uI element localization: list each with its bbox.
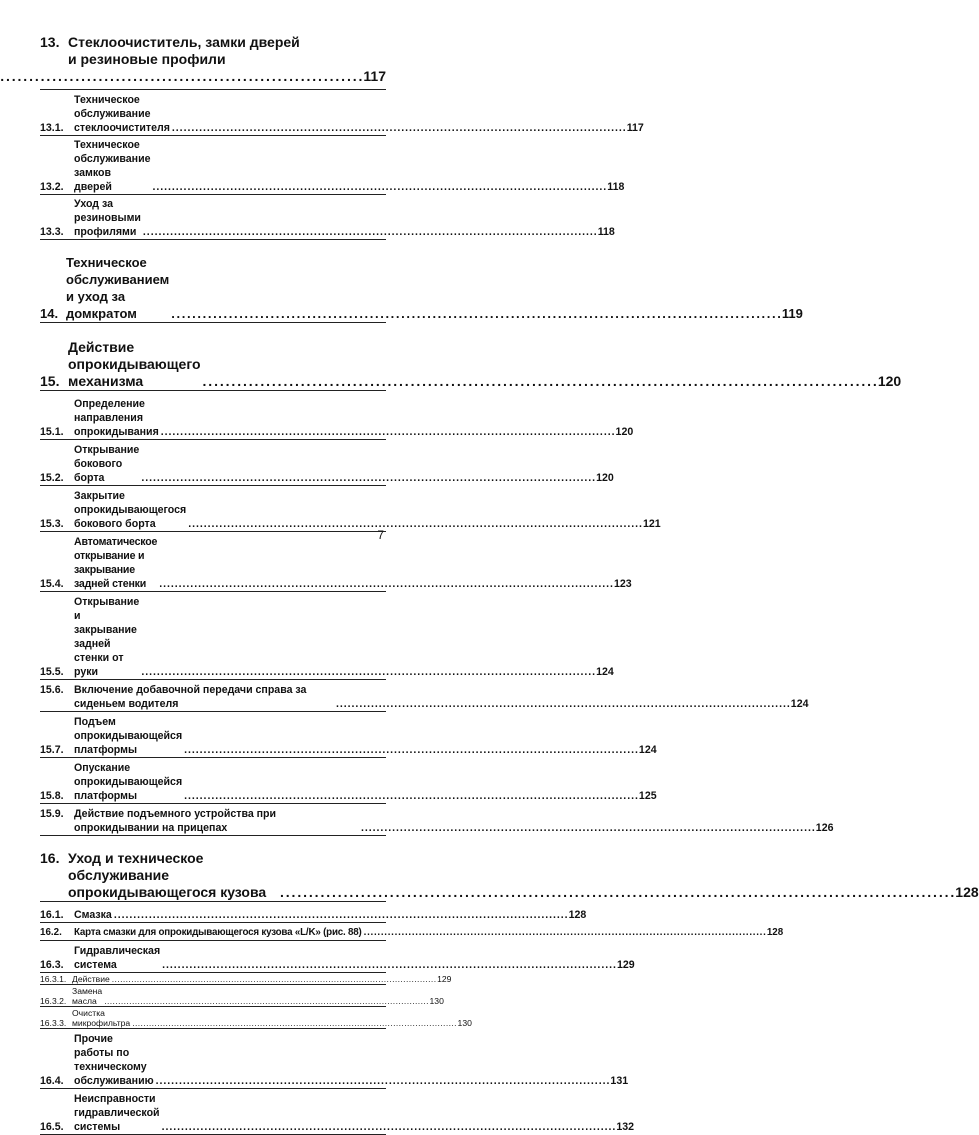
toc-page: 129 bbox=[616, 959, 635, 971]
toc-number: 16.3.3. bbox=[40, 1018, 67, 1028]
toc-number: 15.2. bbox=[40, 472, 64, 484]
toc-leader bbox=[336, 697, 789, 711]
toc-page: 132 bbox=[616, 1121, 635, 1133]
toc-number: 15.6. bbox=[40, 684, 64, 696]
toc-title: Открывание и закрывание задней стенки от руки bbox=[74, 596, 140, 678]
toc-page: 124 bbox=[638, 744, 657, 756]
toc-number: 16.4. bbox=[40, 1075, 64, 1087]
toc-leader bbox=[161, 425, 614, 439]
toc-entry-15-5 bbox=[40, 595, 614, 680]
toc-title: Уход за резиновыми профилями bbox=[74, 198, 141, 238]
toc-number: 13.2. bbox=[40, 181, 64, 193]
toc-leader bbox=[184, 743, 637, 757]
toc-entry-16-3-1 bbox=[40, 974, 452, 985]
toc-leader bbox=[141, 665, 594, 679]
toc-leader bbox=[184, 789, 637, 803]
toc-number: 15.8. bbox=[40, 790, 64, 802]
toc-leader bbox=[188, 517, 641, 531]
toc-page: 130 bbox=[457, 1018, 472, 1028]
toc-number: 15.4. bbox=[40, 578, 64, 590]
toc-leader bbox=[172, 121, 625, 135]
toc-title: Карта смазки для опрокидывающегося кузова «L/K» (рис. 88) bbox=[74, 927, 362, 938]
toc-leader bbox=[104, 996, 427, 1006]
toc-leader bbox=[152, 180, 605, 194]
toc-number: 16.3. bbox=[40, 959, 64, 971]
toc-title: Стеклоочиститель, замки дверей и резиновые профили bbox=[68, 34, 300, 67]
toc-number: 13.1. bbox=[40, 122, 64, 134]
toc-number: 16.2. bbox=[40, 927, 62, 938]
toc-leader bbox=[364, 926, 765, 940]
toc-entry-16-1 bbox=[40, 908, 587, 923]
toc-title: Неисправности гидравлической системы bbox=[74, 1093, 160, 1133]
toc-title: Очистка микрофильтра bbox=[72, 1008, 131, 1028]
toc-leader bbox=[162, 958, 615, 972]
toc-entry-15-4 bbox=[40, 535, 632, 592]
toc-number: 15.9. bbox=[40, 808, 64, 820]
toc-title: Техническое обслуживание стеклоочистителя bbox=[74, 94, 170, 134]
toc-title: Уход и техническое обслуживание опрокидывающегося кузова bbox=[68, 850, 267, 900]
toc-leader bbox=[280, 884, 953, 901]
toc-page: 124 bbox=[596, 666, 614, 678]
toc-page: 125 bbox=[638, 790, 657, 802]
toc-entry-16-5 bbox=[40, 1092, 635, 1135]
toc-page: 131 bbox=[610, 1075, 629, 1087]
toc-entry-13-1 bbox=[40, 93, 644, 136]
toc-page: 120 bbox=[877, 373, 902, 389]
toc-page: 121 bbox=[643, 518, 661, 530]
toc-number: 16.5. bbox=[40, 1121, 64, 1133]
toc-entry-16-2 bbox=[40, 926, 784, 941]
toc-entry-15-9 bbox=[40, 807, 834, 836]
toc-title: Замена масла bbox=[72, 986, 103, 1006]
toc-leader bbox=[143, 225, 596, 239]
toc-entry-13-2 bbox=[40, 138, 625, 195]
toc-page: 120 bbox=[596, 472, 614, 484]
toc-entry-15-8 bbox=[40, 761, 657, 804]
toc-page: 118 bbox=[607, 181, 625, 193]
toc-title: Открывание бокового борта bbox=[74, 444, 140, 484]
toc-entry-15-6 bbox=[40, 683, 809, 712]
toc-number: 14. bbox=[40, 306, 59, 321]
toc-number: 16.1. bbox=[40, 909, 64, 921]
page-number: 7 bbox=[377, 528, 384, 542]
toc-number: 13. bbox=[40, 34, 60, 50]
toc-page: 128 bbox=[766, 927, 784, 938]
toc-number: 15.1. bbox=[40, 426, 64, 438]
toc-entry-16-3 bbox=[40, 944, 635, 973]
toc-leader bbox=[132, 1018, 455, 1028]
toc-page: 117 bbox=[626, 122, 644, 134]
toc-entry-16 bbox=[40, 850, 979, 902]
toc-leader bbox=[361, 821, 814, 835]
toc-number: 15.5. bbox=[40, 666, 64, 678]
toc-page: 128 bbox=[568, 909, 587, 921]
toc-title: Техническое обслуживание замков дверей bbox=[74, 139, 151, 193]
toc-entry-16-3-2 bbox=[40, 986, 444, 1007]
toc-leader bbox=[141, 471, 594, 485]
toc-page: 117 bbox=[363, 68, 386, 84]
toc-leader bbox=[159, 577, 612, 591]
toc-entry-15-2 bbox=[40, 443, 614, 486]
toc-title: Прочие работы по техническому обслуживанию bbox=[74, 1033, 154, 1087]
toc-title: Подъем опрокидывающейся платформы bbox=[74, 716, 183, 756]
toc-page: 124 bbox=[790, 698, 809, 710]
toc-entry-16-3-3 bbox=[40, 1008, 472, 1029]
toc-page: 123 bbox=[614, 578, 632, 590]
toc-page: 128 bbox=[955, 884, 979, 900]
toc-title: Автоматическое открывание и закрывание задней стенки bbox=[74, 536, 158, 590]
toc-number: 16.3.2. bbox=[40, 996, 67, 1006]
toc-entry-15-1 bbox=[40, 397, 634, 440]
toc-leader bbox=[171, 305, 780, 322]
toc-number: 16. bbox=[40, 850, 60, 866]
toc-title: Действие опрокидывающего механизма bbox=[68, 339, 201, 389]
toc-title: Включение добавочной передачи справа за сиденьем водителя bbox=[74, 684, 307, 710]
toc-title: Гидравлическая система bbox=[74, 945, 161, 971]
toc-entry-15 bbox=[40, 339, 902, 391]
toc-leader bbox=[162, 1120, 615, 1134]
toc-entry-14 bbox=[40, 254, 803, 323]
toc-number: 15.7. bbox=[40, 744, 64, 756]
toc-title: Опускание опрокидывающейся платформы bbox=[74, 762, 183, 802]
table-of-contents bbox=[40, 28, 979, 1135]
toc-page: 129 bbox=[437, 974, 452, 984]
toc-entry-15-7 bbox=[40, 715, 657, 758]
toc-leader bbox=[156, 1074, 609, 1088]
toc-title: Действие подъемного устройства при опрокидывании на прицепах bbox=[74, 808, 277, 834]
toc-page: 130 bbox=[429, 996, 444, 1006]
toc-title: Закрытие опрокидывающегося бокового борта bbox=[74, 490, 187, 530]
toc-leader bbox=[112, 974, 435, 984]
toc-page: 120 bbox=[615, 426, 634, 438]
toc-leader bbox=[203, 373, 876, 390]
toc-number: 15.3. bbox=[40, 518, 64, 530]
toc-entry-13 bbox=[40, 34, 386, 85]
toc-leader bbox=[0, 68, 361, 85]
toc-number: 15. bbox=[40, 373, 60, 389]
toc-entry-15-3 bbox=[40, 489, 661, 532]
toc-title: Смазка bbox=[74, 909, 112, 921]
toc-leader bbox=[114, 908, 567, 922]
toc-page: 118 bbox=[597, 226, 615, 238]
toc-number: 16.3.1. bbox=[40, 974, 67, 984]
toc-entry-13-3 bbox=[40, 197, 615, 240]
toc-number: 13.3. bbox=[40, 226, 64, 238]
toc-title: Техническое обслуживанием и уход за домкратом bbox=[66, 255, 170, 321]
toc-page: 119 bbox=[781, 306, 803, 321]
toc-title: Определение направления опрокидывания bbox=[74, 398, 159, 438]
toc-title: Действие bbox=[72, 974, 110, 984]
toc-page: 126 bbox=[815, 822, 834, 834]
toc-entry-16-4 bbox=[40, 1032, 629, 1089]
